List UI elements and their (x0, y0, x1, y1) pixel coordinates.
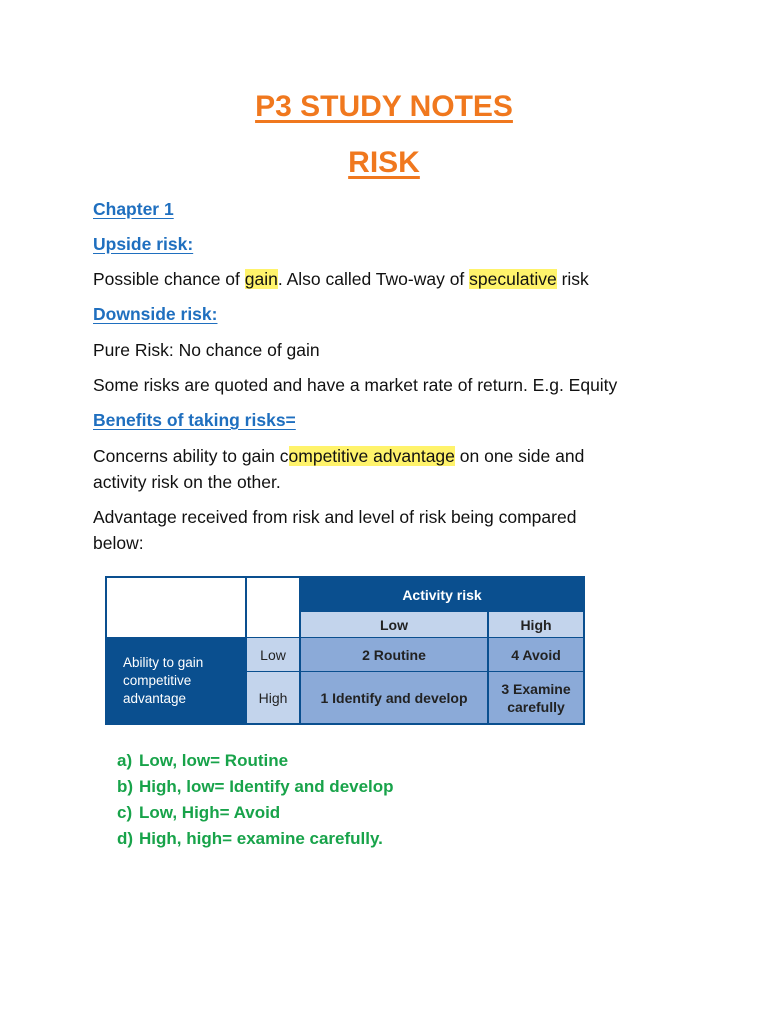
list-marker: d) (117, 829, 134, 848)
advantage-text-line1: Advantage received from risk and level of risk being compared (93, 507, 577, 527)
list-item-text: High, high= examine carefully. (139, 829, 383, 848)
upside-risk-text (93, 266, 589, 292)
column-header-high: High (489, 612, 583, 637)
list-item (117, 748, 394, 774)
text-run: Possible chance of (93, 269, 245, 289)
benefits-text-line2: activity risk on the other. (93, 472, 281, 492)
page-subtitle: RISK (348, 146, 420, 179)
list-marker: a) (117, 751, 133, 770)
risk-matrix-table (105, 576, 585, 725)
row-header-line: Ability to gain (123, 654, 204, 670)
cell-line: carefully (507, 698, 565, 715)
row-header-low: Low (247, 638, 299, 671)
activity-risk-header: Activity risk (301, 578, 583, 611)
column-header-low: Low (301, 612, 487, 637)
cell-avoid: 4 Avoid (489, 638, 583, 671)
text-run: risk (556, 269, 589, 289)
list-item (117, 774, 394, 800)
list-item (117, 826, 394, 852)
chapter-heading: Chapter 1 (93, 199, 174, 219)
list-marker: b) (117, 777, 134, 796)
cell-routine: 2 Routine (301, 638, 487, 671)
row-header-line: competitive (123, 672, 192, 688)
summary-list (117, 748, 394, 852)
empty-corner-cell (247, 578, 299, 637)
advantage-text-line2: below: (93, 533, 144, 553)
text-run: . Also called Two-way of (277, 269, 470, 289)
downside-risk-text: Pure Risk: No chance of gain (93, 340, 320, 360)
cell-examine-carefully (489, 672, 583, 723)
list-marker: c) (117, 803, 133, 822)
page-title: P3 STUDY NOTES (255, 90, 513, 123)
downside-risk-heading: Downside risk: (93, 304, 218, 324)
cell-identify-develop: 1 Identify and develop (301, 672, 487, 723)
quoted-risk-text: Some risks are quoted and have a market rate of return. E.g. Equity (93, 375, 618, 395)
text-run: on one side and (454, 446, 585, 466)
upside-risk-heading: Upside risk: (93, 234, 194, 254)
row-header-ability (107, 638, 245, 723)
row-header-line: advantage (123, 690, 187, 706)
cell-line: 3 Examine (501, 680, 571, 697)
empty-corner-cell (107, 578, 245, 637)
row-header-high: High (247, 672, 299, 723)
highlight-gain: gain (244, 269, 278, 289)
list-item-text: Low, low= Routine (139, 751, 289, 770)
highlight-speculative: speculative (469, 269, 557, 289)
list-item-text: High, low= Identify and develop (139, 777, 394, 796)
list-item-text: Low, High= Avoid (139, 803, 281, 822)
benefits-text-line1 (93, 443, 584, 469)
highlight-competitive-advantage: ompetitive advantage (288, 446, 455, 466)
list-item (117, 800, 394, 826)
text-run: Concerns ability to gain c (93, 446, 289, 466)
benefits-heading: Benefits of taking risks= (93, 410, 296, 430)
